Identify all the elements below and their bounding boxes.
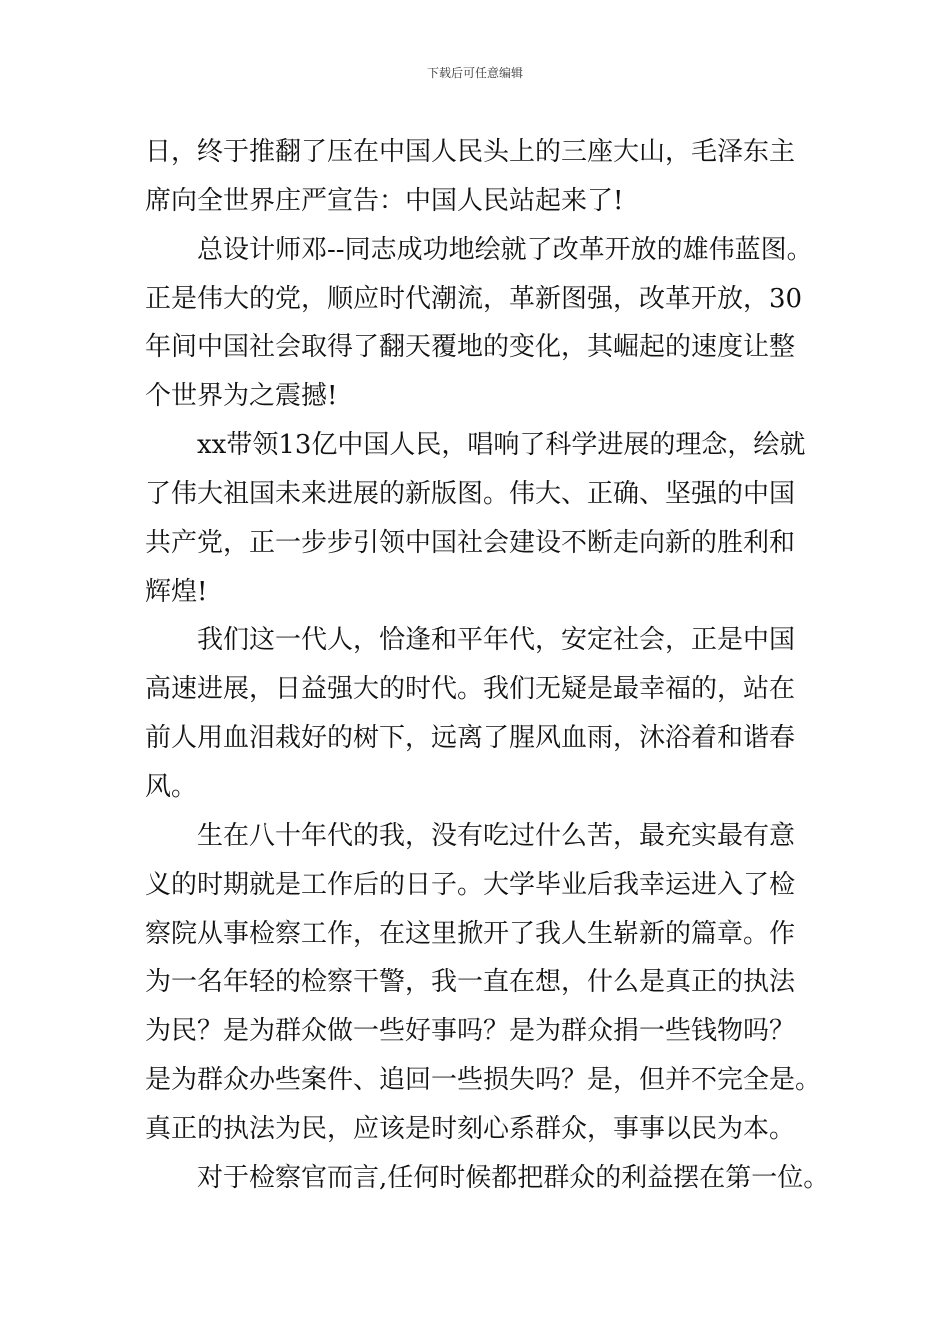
document-body (145, 128, 835, 1203)
paragraph (145, 1154, 835, 1203)
text-line: xx带领13亿中国人民，唱响了科学进展的理念，绘就 (197, 430, 806, 461)
text-line: 是为群众办些案件、追回一些损失吗？是，但并不完全是。 (145, 1065, 822, 1096)
text-line: 个世界为之震撼! (145, 381, 338, 412)
text-line: 年间中国社会取得了翻天覆地的变化，其崛起的速度让整 (145, 332, 796, 363)
paragraph (145, 421, 835, 616)
paragraph (145, 128, 835, 226)
text-line: 席向全世界庄严宣告：中国人民站起来了! (145, 185, 624, 216)
text-line: 为民？是为群众做一些好事吗？是为群众捐一些钱物吗？ (145, 1016, 796, 1047)
text-line: 辉煌! (145, 576, 208, 607)
text-line: 总设计师邓--同志成功地绘就了改革开放的雄伟蓝图。 (197, 234, 813, 265)
text-line: 我们这一代人，恰逢和平年代，安定社会，正是中国 (197, 625, 796, 656)
text-line: 生在八十年代的我，没有吃过什么苦，最充实最有意 (197, 820, 796, 851)
paragraph (145, 226, 835, 421)
paragraph (145, 812, 835, 1154)
text-line: 真正的执法为民，应该是时刻心系群众，事事以民为本。 (145, 1113, 796, 1144)
text-line: 为一名年轻的检察干警，我一直在想，什么是真正的执法 (145, 967, 796, 998)
text-line: 正是伟大的党，顺应时代潮流，革新图强，改革开放，30 (145, 283, 803, 314)
text-line: 义的时期就是工作后的日子。大学毕业后我幸运进入了检 (145, 869, 796, 900)
text-line: 对于检察官而言,任何时候都把群众的利益摆在第一位。 (197, 1162, 830, 1193)
text-line: 了伟大祖国未来进展的新版图。伟大、正确、坚强的中国 (145, 478, 796, 509)
text-line: 风。 (145, 771, 198, 802)
text-line: 日，终于推翻了压在中国人民头上的三座大山，毛泽东主 (145, 137, 796, 167)
text-line: 前人用血泪栽好的树下，远离了腥风血雨，沐浴着和谐春 (145, 723, 796, 754)
text-line: 共产党，正一步步引领中国社会建设不断走向新的胜利和 (145, 527, 796, 558)
text-line: 察院从事检察工作，在这里掀开了我人生崭新的篇章。作 (145, 918, 796, 949)
paragraph (145, 616, 835, 811)
text-line: 高速进展，日益强大的时代。我们无疑是最幸福的，站在 (145, 674, 796, 705)
page-header: 下载后可任意编辑 (426, 66, 523, 80)
